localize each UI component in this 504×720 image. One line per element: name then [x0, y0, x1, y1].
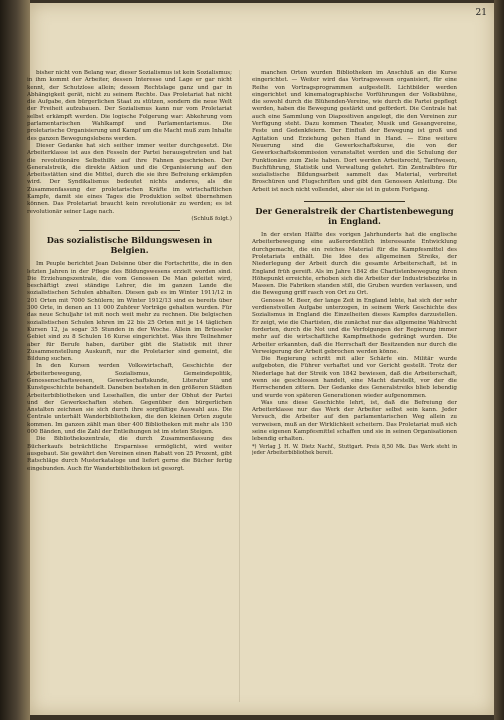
continued-note: (Schluß folgt.) — [191, 215, 232, 222]
article-paragraph: In den Kursen werden Volkswirtschaft, Geschichte der Arbeiterbewegung, Sozialismus, Gemeindepolitik, Genossenschaftswesen, Gewerkschaftskunde, Literatur und Kunstgeschichte behandelt. Daneben bestehen in den größeren Städten Arbeiterbibliotheken und Lesehallen, die unter der Obhut der Partei und der Gewerkschaften stehen. Gegenüber den bürgerlichen Anstalten zeichnen sie sich durch ihre sorgfältige Auswahl aus. Die Centrale unterhält Wanderbibliotheken, die den kleinen Orten zugute kommen. Im ganzen zählt man über 400 Bibliotheken mit mehr als 150 000 Bänden, und die Zahl der Entleihungen ist im steten Steigen. — [27, 363, 232, 436]
page-number: 21 — [475, 8, 487, 18]
article-headline-chartisten: Der Generalstreik der Chartistenbewegung in England. — [255, 206, 454, 227]
article-paragraph: In der ersten Hälfte des vorigen Jahrhunderts hat die englische Arbeiterbewegung eine außerordentlich interessante Entwicklung durchgemacht, die ein reiches Material für die Kampfesmittel des Proletariats enthält. Die Idee des allgemeinen Streiks, der Niederlegung der Arbeit durch die gesamte Arbeiterschaft, ist in England früh gereift. Als im Jahre 1842 die Chartistenbewegung ihren Höhepunkt erreichte, erhoben sich die Arbeiter der Industriebezirke in Massen. Die Fabriken standen still, die Gruben wurden verlassen, und die Bewegung griff rasch von Ort zu Ort. — [252, 232, 457, 297]
footnote: *) Verlag J. H. W. Dietz Nachf., Stuttgart. Preis 8,50 Mk. Das Werk steht in jeder Arbeiterbibliothek bereit. — [252, 443, 457, 457]
right-paragraph: manchen Orten wurden Bibliotheken im Anschluß an die Kurse eingerichtet. — Weiter wird das Vortragswesen organisiert, für eine Reihe von Vortragsprogrammen aufgestellt. Lichtbilder werden eingerichtet und kinematographische Vorführungen der Volksbühne, die sowohl durch die Blühenden-Vereine, wie durch die Partei gepflegt werden, haben die Bewegung gestärkt und gefördert. Die Centrale hat auch eine Sammlung von Diapositiven angelegt, die den Vereinen zur Verfügung steht. Dazu kommen Theater, Musik und Gesangvereine, Feste und Gedenkfeiern. Der Einfluß der Bewegung ist groß und Agitation und Erziehung gehen Hand in Hand. — Eine weitere Neuerung sind die Gewerkschaftskurse, die von der Gewerkschaftskommission veranstaltet werden und die Schulung der Funktionäre zum Ziele haben. Dort werden Arbeitsrecht, Tarifwesen, Buchführung, Statistik und Verwaltung gelehrt. Ein Zentralbüro für sozialistische Bildungsarbeit sammelt das Material, verbreitet Broschüren und Flugschriften und gibt den Genossen Anleitung. Die Arbeit ist noch nicht vollendet, aber sie ist in gutem Fortgang. — [252, 70, 457, 193]
article-paragraph: Die Bibliothekszentrale, die durch Zusammenfassung des Bücherkaufs beträchtliche Ersparnisse ermöglicht, wird weiter ausgebaut. Sie gewährt den Vereinen einen Rabatt von 25 Prozent, gibt Ratschläge durch Musterkataloge und liefert gerne die Bücher fertig eingebunden. Auch für Wanderbibliotheken ist gesorgt. — [27, 436, 232, 472]
article-paragraph: Was uns diese Geschichte lehrt, ist, daß die Befreiung der Arbeiterklasse nur das Werk der Arbeiter selbst sein kann. Jeder Versuch, die Arbeiter auf den parlamentarischen Weg allein zu verweisen, muß an der Wirklichkeit scheitern. Das Proletariat muß sich seine eigenen Kampfesmittel schaffen und sie in seinen Organisationen lebendig erhalten. — [252, 399, 457, 443]
section-divider — [304, 201, 405, 202]
section-divider — [79, 230, 180, 231]
book-spine-shadow — [0, 0, 30, 720]
left-column — [27, 70, 232, 702]
article-paragraph: Die Regierung schritt mit aller Schärfe ein. Militär wurde aufgeboten, die Führer verhaftet und vor Gericht gestellt. Trotz der Niederlage hat der Streik von 1842 bewiesen, daß die Arbeiterschaft, wenn sie geschlossen handelt, eine Macht darstellt, vor der die Herrschenden zittern. Der Gedanke des Generalstreiks blieb lebendig und wurde von späteren Generationen wieder aufgenommen. — [252, 356, 457, 399]
page-edge — [494, 0, 504, 720]
right-column — [252, 70, 457, 702]
column-gutter — [239, 70, 240, 702]
article-headline-belgien: Das sozialistische Bildungswesen in Belgien. — [46, 235, 213, 256]
left-paragraph: bisher nicht von Belang war, dieser Sozialismus ist kein Sozialismus; in ihm kommt der Arbeiter, dessen Interesse und Lage er gar nicht kennt, der Schutzlose allein; dessen Rechtslage ganz und gar in Abhängigkeit gerät, nicht zu seinem Rechte. Das Proletariat hat nicht die Aufgabe, den bürgerlichen Staat zu stützen, sondern die neue Welt der Freiheit aufzubauen. Der Sozialismus kann nur vom Proletariat selbst erkämpft werden. Die logische Folgerung war: Abkehrung vom parlamentarischen Wahlkampf und Parlamentarismus. Die proletarische Organisierung und Kampf um die Macht muß zum Inhalte des ganzen Bewegungslebens werden. — [27, 70, 232, 142]
left-paragraph: Dieser Gedanke hat sich seither immer weiter durchgesetzt. Die Arbeiterklasse ist aus den Fesseln der Partei herausgetreten und hat die revolutionäre Selbsthilfe auf ihre Fahnen geschrieben. Der Generalstreik, die direkte Aktion und die Organisierung auf den Arbeitsstätten sind die Mittel, durch die sie ihre Befreiung erkämpfen wird. Der Syndikalismus bedeutet nichts anderes, als die Zusammenfassung der proletarischen Kräfte im wirtschaftlichen Kampfe, damit sie eines Tages die Produktion selbst übernehmen können. Das Proletariat braucht kein revolutionär zu werden; es ist revolutionär seiner Lage nach. — [27, 142, 232, 215]
article-paragraph: Im Peuple berichtet Jean Delsinne über die Fortschritte, die in den letzten Jahren in der Pflege des Bildungswesens erzielt worden sind. Die Erziehungszentrale, die vom Genossen De Man geleitet wird, beschäftigt zwei ständige Lehrer, die im ganzen Lande die sozialistischen Schulen abhalten. Diesen gab es im Winter 1911/12 in 201 Orten mit 7000 Schülern; im Winter 1912/13 sind es bereits über 300 Orte, in denen an 11 000 Zuhörer Vorträge gehalten wurden. Für das neue Schuljahr ist mit noch weit mehr zu rechnen. Die belgischen sozialistischen Schulen lehren im 22 bis 25 Orten mit je 14 täglichen Kursen 12, ja sogar 35 Stunden in der Woche. Allein im Brüsseler Gebiet sind zu 8 Schulen 16 Kurse eingerichtet. Was ihre Teilnehmer aber für Berufe haben, darüber gibt die Statistik mit ihrer Zusammenstellung Auskunft, nur die Proletarier sind gemeint, die Bildung suchen. — [27, 261, 232, 363]
article-paragraph: Genosse M. Beer, der lange Zeit in England lebte, hat sich der sehr verdienstvollen Aufgabe unterzogen, in seinem Werk Geschichte des Sozialismus in England die Einzelheiten dieses Kampfes darzustellen. Er zeigt, wie die Chartisten, die zunächst nur das allgemeine Wahlrecht forderten, durch die Not und die Verfolgungen der Regierung immer mehr auf die wirtschaftliche Kampfmethode gedrängt wurden. Die Arbeiter erkannten, daß die Herrschaft der Besitzenden nur durch die Verweigerung der Arbeit gebrochen werden könne. — [252, 297, 457, 355]
